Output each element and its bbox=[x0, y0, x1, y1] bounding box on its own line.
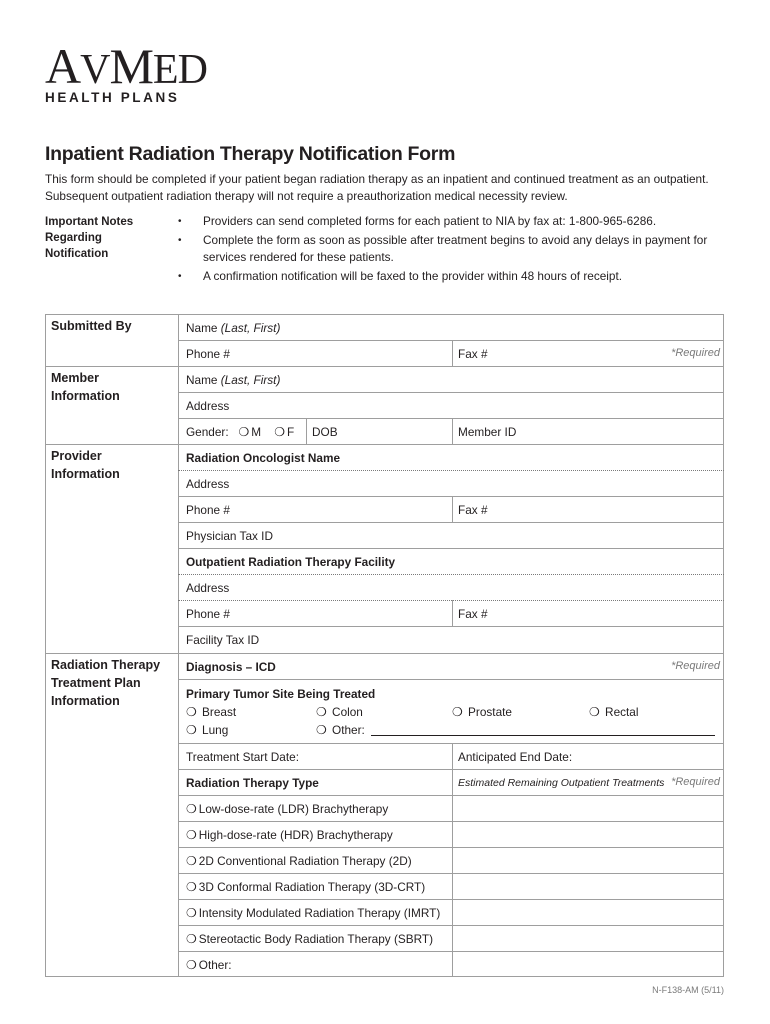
therapy-option-ldr[interactable]: ❍ Low-dose-rate (LDR) Brachytherapy bbox=[186, 802, 389, 816]
member-dob-field[interactable]: DOB bbox=[312, 425, 338, 439]
provider-address-field[interactable]: Address bbox=[186, 477, 230, 491]
radio-circle-icon[interactable]: ❍ bbox=[186, 958, 197, 972]
note-item: • A confirmation notification will be faxed to the provider within 48 hours of receipt. bbox=[175, 268, 725, 286]
form-table bbox=[45, 314, 724, 977]
form-code: N-F138-AM (5/11) bbox=[652, 985, 724, 995]
radiation-oncologist-field[interactable]: Radiation Oncologist Name bbox=[186, 451, 341, 465]
radio-circle-icon[interactable]: ❍ bbox=[186, 880, 197, 894]
tumor-option-breast[interactable]: ❍ Breast bbox=[186, 705, 237, 719]
tumor-option-rectal[interactable]: ❍ Rectal bbox=[589, 705, 639, 719]
submitter-fax-field[interactable]: Fax # bbox=[458, 347, 488, 361]
radio-circle-icon[interactable]: ❍ bbox=[238, 425, 250, 439]
tumor-option-prostate[interactable]: ❍ Prostate bbox=[452, 705, 512, 719]
facility-fax-field[interactable]: Fax # bbox=[458, 607, 488, 621]
required-note: *Required bbox=[671, 347, 720, 359]
therapy-option-imrt[interactable]: ❍ Intensity Modulated Radiation Therapy (IMRT) bbox=[186, 906, 441, 920]
required-note: *Required bbox=[671, 776, 720, 788]
anticipated-end-field[interactable]: Anticipated End Date: bbox=[458, 750, 573, 764]
facility-tax-id-field[interactable]: Facility Tax ID bbox=[186, 633, 260, 647]
tumor-option-lung[interactable]: ❍ Lung bbox=[186, 723, 229, 737]
logo-wordmark: AVMED bbox=[45, 38, 207, 94]
radio-circle-icon[interactable]: ❍ bbox=[186, 705, 197, 719]
radio-circle-icon[interactable]: ❍ bbox=[274, 425, 285, 439]
section-submitted-by: Submitted By bbox=[51, 319, 132, 333]
facility-address-field[interactable]: Address bbox=[186, 581, 230, 595]
submitter-phone-field[interactable]: Phone # bbox=[186, 347, 230, 361]
member-address-field[interactable]: Address bbox=[186, 399, 230, 413]
section-member-information: Member Information bbox=[51, 371, 120, 403]
important-notes-list bbox=[175, 213, 725, 286]
radio-circle-icon[interactable]: ❍ bbox=[316, 723, 327, 737]
section-provider-information: Provider Information bbox=[51, 449, 120, 481]
therapy-option-other[interactable]: ❍ Other: bbox=[186, 958, 232, 972]
required-note: *Required bbox=[671, 660, 720, 672]
section-treatment-plan: Radiation Therapy Treatment Plan Information bbox=[51, 658, 161, 708]
form-title: Inpatient Radiation Therapy Notification Form bbox=[45, 143, 456, 165]
radio-circle-icon[interactable]: ❍ bbox=[186, 932, 197, 946]
estimated-remaining-label: Estimated Remaining Outpatient Treatments bbox=[458, 777, 665, 789]
important-notes-label: Important Notes Regarding Notification bbox=[45, 216, 134, 260]
tumor-option-colon[interactable]: ❍ Colon bbox=[316, 705, 363, 719]
member-gender-field[interactable]: Gender: ❍ M ❍ F bbox=[186, 425, 295, 439]
radio-circle-icon[interactable]: ❍ bbox=[452, 705, 463, 719]
radio-circle-icon[interactable]: ❍ bbox=[589, 705, 600, 719]
facility-phone-field[interactable]: Phone # bbox=[186, 607, 230, 621]
diagnosis-icd-field[interactable]: Diagnosis – ICD bbox=[186, 660, 276, 674]
treatment-start-field[interactable]: Treatment Start Date: bbox=[186, 750, 299, 764]
logo-subtitle: HEALTH PLANS bbox=[45, 90, 180, 105]
note-item: • Providers can send completed forms for each patient to NIA by fax at: 1-800-965-6286. bbox=[175, 213, 725, 231]
avmed-logo bbox=[45, 38, 215, 105]
therapy-option-sbrt[interactable]: ❍ Stereotactic Body Radiation Therapy (SBRT) bbox=[186, 932, 434, 946]
radio-circle-icon[interactable]: ❍ bbox=[316, 705, 327, 719]
radio-circle-icon[interactable]: ❍ bbox=[186, 854, 197, 868]
tumor-other-input[interactable] bbox=[371, 735, 715, 736]
radio-circle-icon[interactable]: ❍ bbox=[186, 723, 197, 737]
member-name-field[interactable]: Name (Last, First) bbox=[186, 373, 281, 387]
primary-tumor-label: Primary Tumor Site Being Treated bbox=[186, 687, 376, 701]
member-id-field[interactable]: Member ID bbox=[458, 425, 517, 439]
outpatient-facility-field[interactable]: Outpatient Radiation Therapy Facility bbox=[186, 555, 396, 569]
therapy-option-3dcrt[interactable]: ❍ 3D Conformal Radiation Therapy (3D-CRT) bbox=[186, 880, 426, 894]
radio-circle-icon[interactable]: ❍ bbox=[186, 828, 197, 842]
tumor-option-other[interactable]: ❍ Other: bbox=[316, 723, 365, 737]
provider-fax-field[interactable]: Fax # bbox=[458, 503, 488, 517]
radio-circle-icon[interactable]: ❍ bbox=[186, 802, 197, 816]
therapy-type-label: Radiation Therapy Type bbox=[186, 776, 319, 790]
radio-circle-icon[interactable]: ❍ bbox=[186, 906, 197, 920]
submitter-name-field[interactable]: Name (Last, First) bbox=[186, 321, 281, 335]
therapy-option-2d[interactable]: ❍ 2D Conventional Radiation Therapy (2D) bbox=[186, 854, 412, 868]
therapy-option-hdr[interactable]: ❍ High-dose-rate (HDR) Brachytherapy bbox=[186, 828, 393, 842]
note-item: • Complete the form as soon as possible after treatment begins to avoid any delays in payment for services rendered for these patients. bbox=[175, 232, 725, 267]
intro-text: This form should be completed if your patient began radiation therapy as an inpatient and continued treatment as an outpatient. Subsequent outpatient radiation therapy will not require a preauthorization medical necessity review. bbox=[45, 172, 709, 203]
provider-phone-field[interactable]: Phone # bbox=[186, 503, 230, 517]
physician-tax-id-field[interactable]: Physician Tax ID bbox=[186, 529, 273, 543]
